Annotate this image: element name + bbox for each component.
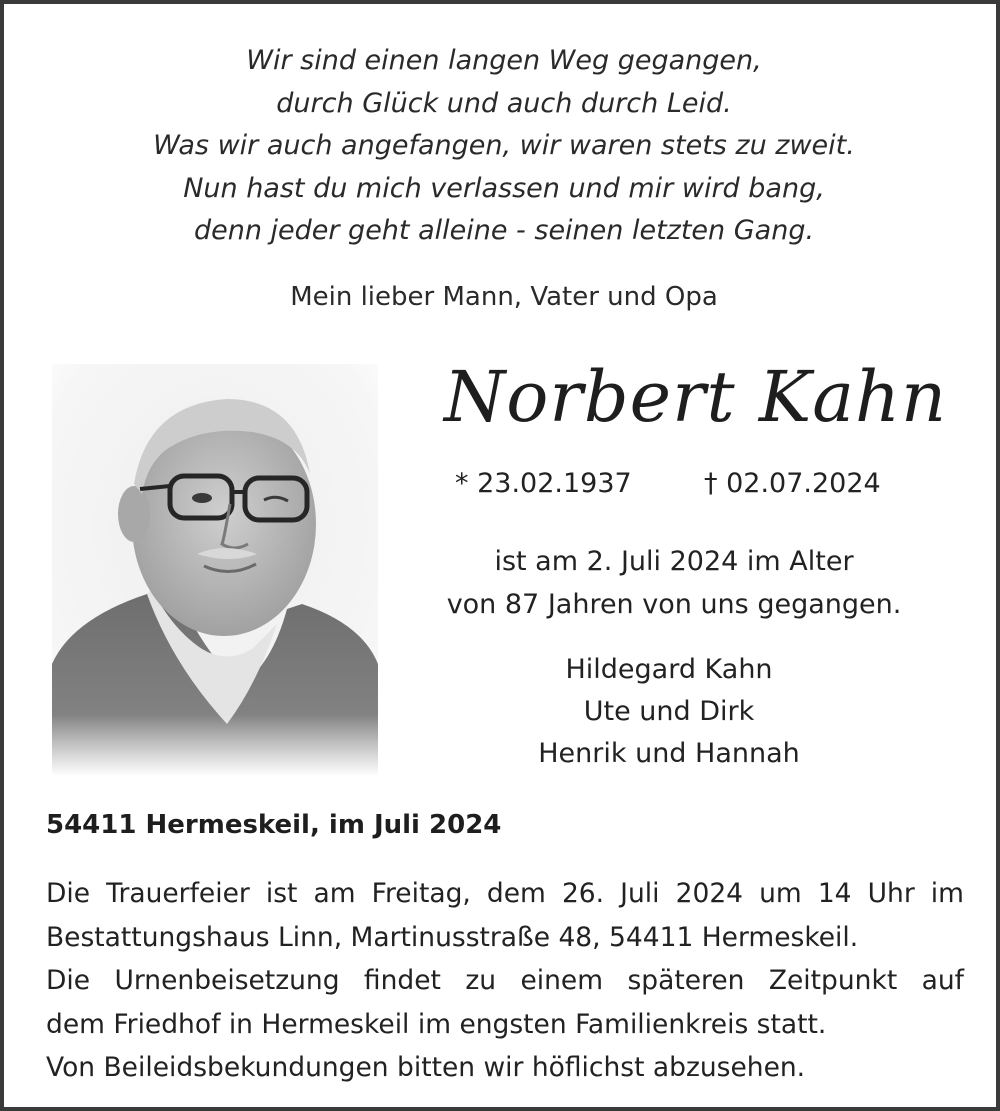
notice-line: Bestattungshaus Linn, Martinusstraße 48, 54411 Hermeskeil. [46, 921, 859, 953]
passing-line: ist am 2. Juli 2024 im Alter [494, 546, 854, 577]
notice-line: Die Urnenbeisetzung findet zu einem späteren Zeitpunkt auf [46, 965, 964, 996]
funeral-notice [46, 872, 964, 1090]
notice-line: Die Trauerfeier ist am Freitag, dem 26. Juli 2024 um 14 Uhr im [46, 878, 964, 909]
poem [4, 40, 1000, 253]
portrait-photo [52, 364, 378, 776]
birth-date: * 23.02.1937 [455, 468, 632, 499]
mourner-name: Ute und Dirk [583, 696, 755, 727]
notice-line: Von Beileidsbekundungen bitten wir höflichst abzusehen. [46, 1052, 806, 1083]
mourner-name: Hildegard Kahn [565, 654, 773, 685]
place-date: 54411 Hermeskeil, im Juli 2024 [46, 810, 502, 840]
notice-line: dem Friedhof in Hermeskeil im engsten Familienkreis statt. [46, 1008, 827, 1040]
poem-line: denn jeder geht alleine - seinen letzten Gang. [193, 215, 815, 246]
poem-line: Was wir auch angefangen, wir waren stets zu zweit. [153, 130, 855, 161]
deceased-name: Norbert Kahn [444, 356, 948, 438]
death-date: † 02.07.2024 [704, 468, 881, 499]
passing-line: von 87 Jahren von uns gegangen. [446, 589, 902, 620]
mourner-name: Henrik und Hannah [538, 738, 800, 769]
poem-line: durch Glück und auch durch Leid. [276, 87, 732, 119]
passing-text [424, 540, 924, 626]
poem-line: Wir sind einen langen Weg gegangen, [246, 45, 762, 76]
intro-text: Mein lieber Mann, Vater und Opa [290, 282, 718, 312]
poem-line: Nun hast du mich verlassen und mir wird bang, [183, 172, 825, 204]
mourners-list [424, 649, 914, 775]
